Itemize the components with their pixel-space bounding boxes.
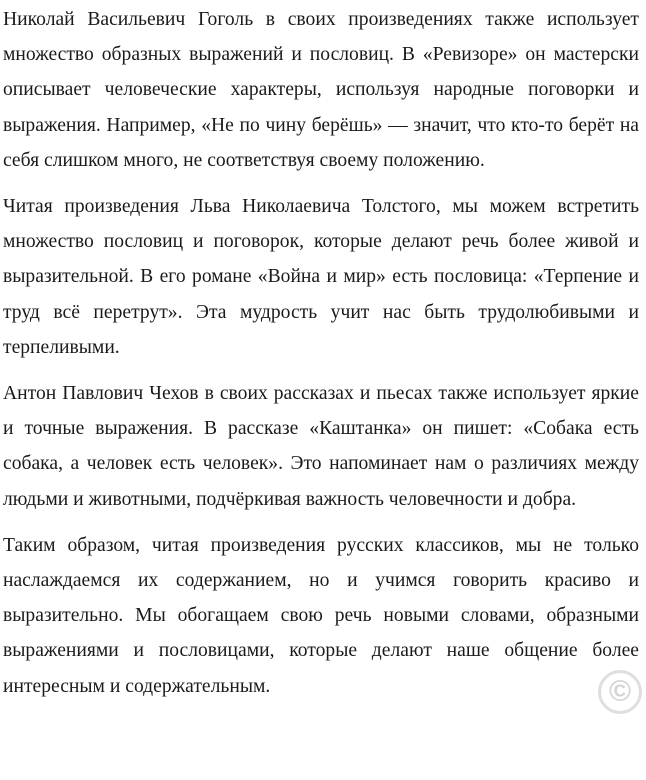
paragraph-chekhov: Антон Павлович Чехов в своих рассказах и пьесах также использует яркие и точные выражения. В рассказе «Каштанка» он пишет: «Собака есть собака, а человек есть человек». Это напоминает нам о различиях между людьми и животными, подчёркивая важность человечности и добра. bbox=[3, 383, 639, 510]
paragraph-gogol: Николай Васильевич Гоголь в своих произведениях также использует множество образных выражений и пословиц. В «Ревизоре» он мастерски описывает человеческие характеры, используя народные поговорки и выражения. Например, «Не по чину берёшь» — значит, что кто-то берёт на себя слишком много, не соответствуя своему положению. bbox=[3, 9, 639, 171]
paragraph-conclusion: Таким образом, читая произведения русских классиков, мы не только наслаждаемся их содержанием, но и учимся говорить красиво и выразительно. Мы обогащаем свою речь новыми словами, образными выражениями и пословицами, которые делают наше общение более интересным и содержательным. bbox=[3, 534, 639, 697]
paragraph-tolstoy: Читая произведения Льва Николаевича Толстого, мы можем встретить множество пословиц и поговорок, которые делают речь более живой и выразительной. В его романе «Война и мир» есть пословица: «Терпение и труд всё перетрут». Эта мудрость учит нас быть трудолюбивыми и терпеливыми. bbox=[3, 196, 639, 358]
watermark-logo: © bbox=[598, 670, 642, 714]
document-body bbox=[3, 2, 639, 704]
